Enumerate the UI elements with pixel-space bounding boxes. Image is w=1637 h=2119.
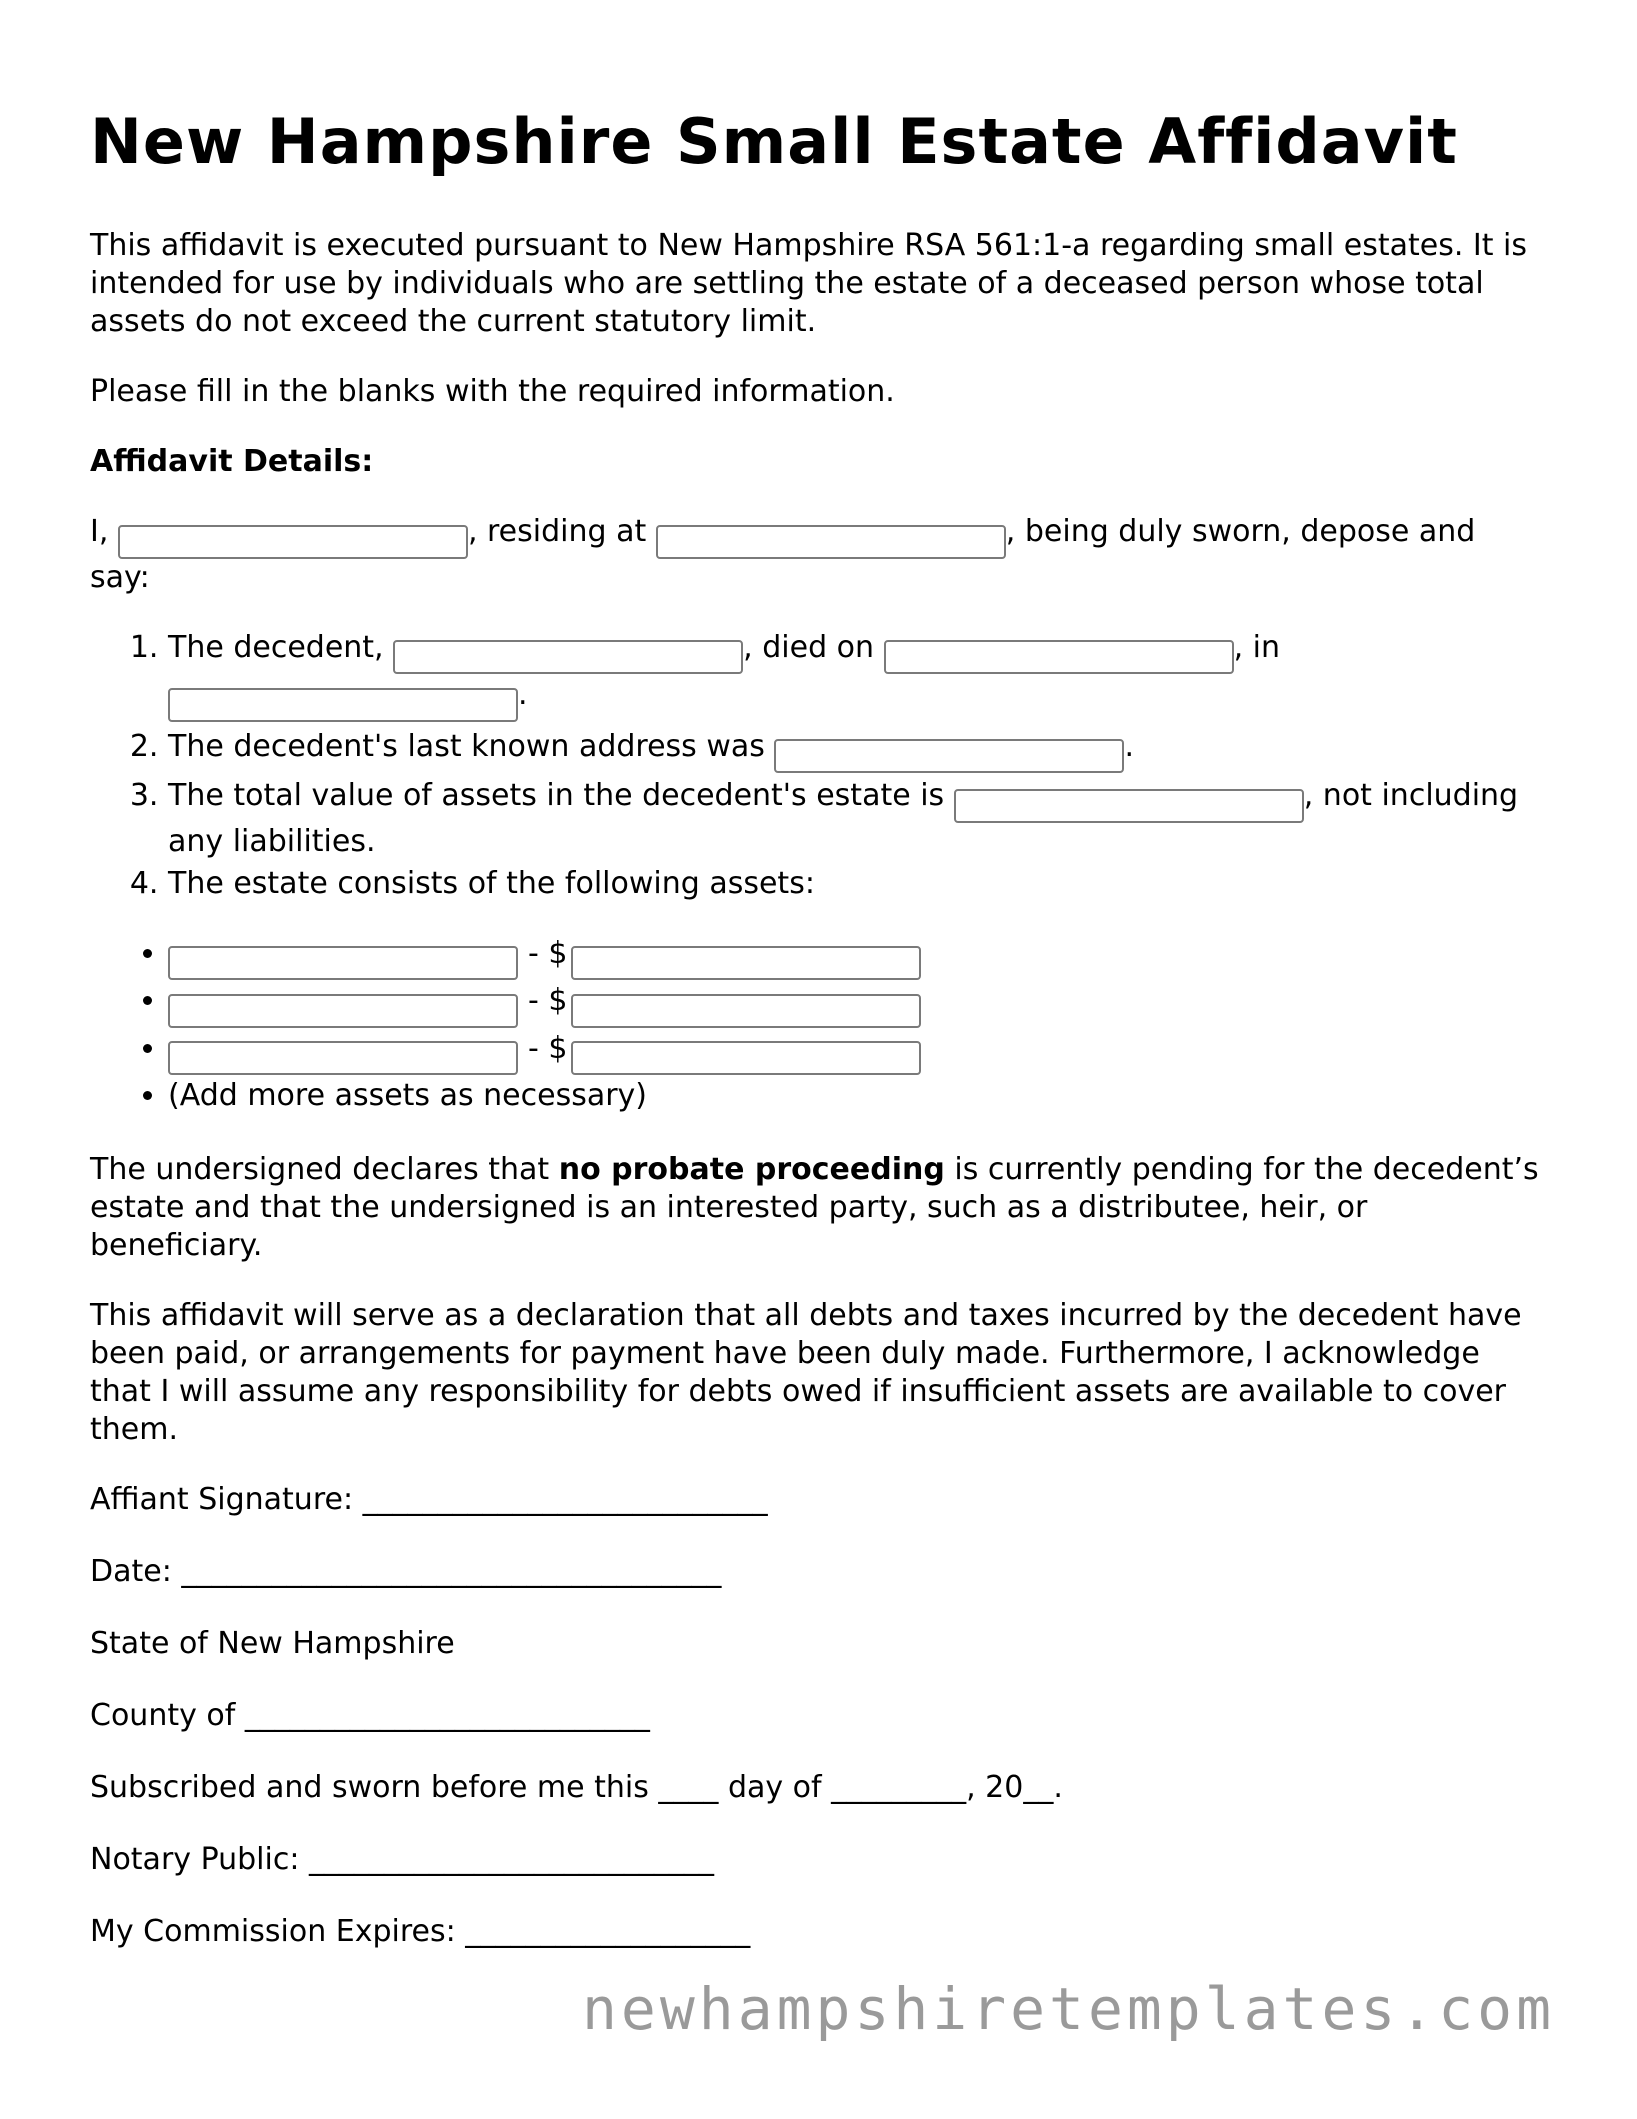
- asset-name-field[interactable]: [168, 946, 518, 980]
- declaration-paragraph: [90, 1151, 1540, 1265]
- asset-name-field[interactable]: [168, 994, 518, 1028]
- intro-paragraph: This affidavit is executed pursuant to New Hampshire RSA 561:1-a regarding small estates. It is intended for use by individuals who are settling the estate of a deceased person whose total assets do not exceed the current statutory limit.: [90, 228, 1528, 340]
- declaration-bold: no probate proceeding: [558, 1152, 945, 1188]
- debts-paragraph: This affidavit will serve as a declaration that all debts and taxes incurred by the decedent have been paid, or arrangements for payment have been duly made. Furthermore, I acknowledge that I will assume any responsibility for debts owed if insufficient assets are available to cover them.: [90, 1298, 1522, 1448]
- state-line: State of New Hampshire: [90, 1626, 455, 1662]
- commission-line: My Commission Expires: ___________________: [90, 1914, 751, 1950]
- list-item: [168, 865, 1540, 903]
- item2-text-1: The decedent's last known address was: [168, 728, 765, 764]
- oath-text-3: , being duly sworn, depose and say:: [90, 514, 1476, 595]
- affiant-address-field[interactable]: [656, 525, 1006, 559]
- death-place-field[interactable]: [168, 688, 518, 722]
- declaration-text-2: is currently pending for the decedent’s estate and that the undersigned is an interested party, such as a distributee, heir, or beneficiary.: [90, 1152, 1539, 1264]
- item3-text-1: The total value of assets in the decedent's estate is: [168, 778, 945, 814]
- asset-value-field[interactable]: [571, 994, 921, 1028]
- page-title: New Hampshire Small Estate Affidavit: [90, 105, 1458, 178]
- oath-text-1: I,: [90, 514, 109, 550]
- asset-value-field[interactable]: [571, 946, 921, 980]
- item4-text: The estate consists of the following assets:: [168, 865, 815, 901]
- county-line: County of ___________________________: [90, 1698, 650, 1734]
- decedent-name-field[interactable]: [393, 640, 743, 674]
- list-item: [168, 728, 1540, 774]
- asset-separator: - $: [528, 1030, 568, 1066]
- death-date-field[interactable]: [884, 640, 1234, 674]
- list-item: [168, 777, 1540, 861]
- notary-line: Notary Public: ___________________________: [90, 1842, 714, 1878]
- details-heading-text: Affidavit Details:: [90, 444, 374, 480]
- asset-separator: - $: [528, 935, 568, 971]
- statement-list: [90, 629, 1540, 903]
- declaration-text-1: The undersigned declares that: [90, 1152, 550, 1188]
- affiant-signature-line: Affiant Signature: ___________________________: [90, 1482, 768, 1518]
- document-page: [90, 105, 1540, 1985]
- total-value-field[interactable]: [954, 789, 1304, 823]
- asset-row: [168, 980, 1540, 1028]
- item1-text-4: .: [518, 677, 528, 713]
- item1-text-3: , in: [1233, 629, 1280, 665]
- item2-text-2: .: [1124, 728, 1134, 764]
- last-address-field[interactable]: [774, 739, 1124, 773]
- affiant-name-field[interactable]: [118, 525, 468, 559]
- instruction-paragraph: Please fill in the blanks with the required information.: [90, 374, 895, 410]
- details-heading: [90, 443, 1540, 481]
- item3-text-2: , not including any liabilities.: [168, 778, 1519, 859]
- asset-separator: - $: [528, 983, 568, 1019]
- sworn-line: Subscribed and sworn before me this ____ day of _________, 20__.: [90, 1770, 1063, 1806]
- asset-name-field[interactable]: [168, 1041, 518, 1075]
- asset-row: [168, 933, 1540, 981]
- asset-value-field[interactable]: [571, 1041, 921, 1075]
- item1-text-1: The decedent,: [168, 629, 384, 665]
- list-item: [168, 629, 1540, 724]
- date-line: Date: ____________________________________: [90, 1554, 722, 1590]
- asset-row: [168, 1028, 1540, 1076]
- oath-paragraph: [90, 513, 1540, 597]
- oath-text-2: , residing at: [467, 514, 647, 550]
- item1-text-2: , died on: [743, 629, 875, 665]
- watermark: newhampshiretemplates.com: [582, 1975, 1555, 2043]
- asset-more-note: • (Add more assets as necessary): [168, 1075, 1540, 1117]
- asset-list: [90, 933, 1540, 1118]
